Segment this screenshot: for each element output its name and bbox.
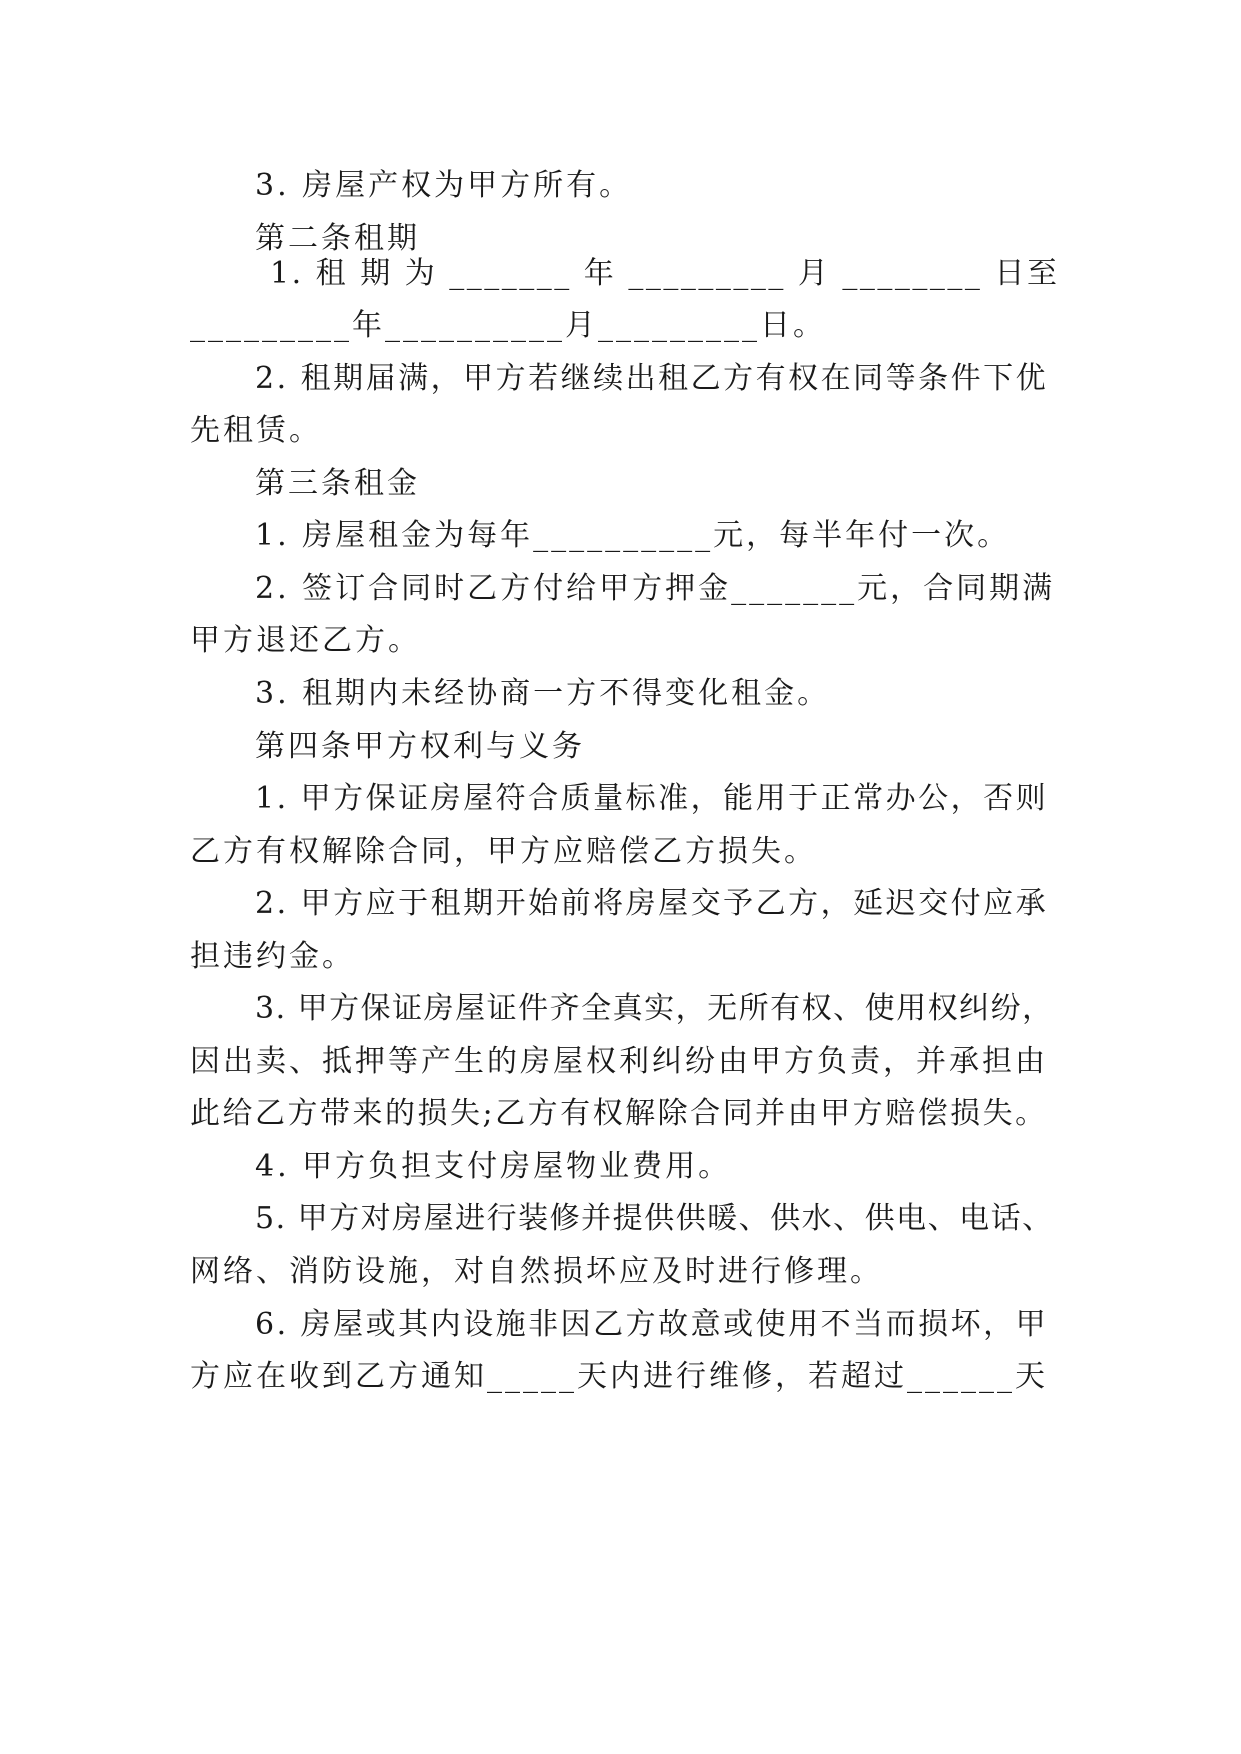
clause-line-lease-renewal: 2. 租期届满，甲方若继续出租乙方有权在同等条件下优 <box>255 361 1049 396</box>
clause-line-deposit: 2. 签订合同时乙方付给甲方押金_______元，合同期满 <box>255 571 1056 606</box>
clause-line-delivery: 2. 甲方应于租期开始前将房屋交予乙方，延迟交付应承 <box>255 886 1049 921</box>
section-heading-lease-term: 第二条租期 <box>255 221 420 256</box>
clause-line-lease-period-end: _________年__________月_________日。 <box>190 308 826 343</box>
clause-line-repairs-cont: 方应在收到乙方通知_____天内进行维修，若超过______天 <box>190 1359 1048 1394</box>
clause-line-documents-cont-1: 因出卖、抵押等产生的房屋权利纠纷由甲方负责，并承担由 <box>190 1044 1048 1079</box>
clause-line-rent-amount: 1. 房屋租金为每年__________元，每半年付一次。 <box>255 518 1011 553</box>
clause-line-lease-period: 1. 租 期 为 _______ 年 _________ 月 ________ 日至 <box>270 256 1060 291</box>
clause-line-lease-renewal-cont: 先租赁。 <box>190 413 322 448</box>
clause-line-documents: 3. 甲方保证房屋证件齐全真实，无所有权、使用权纠纷， <box>255 991 1054 1026</box>
clause-line-property-fees: 4. 甲方负担支付房屋物业费用。 <box>255 1149 732 1184</box>
clause-line-rent-change: 3. 租期内未经协商一方不得变化租金。 <box>255 676 831 711</box>
clause-line-deposit-cont: 甲方退还乙方。 <box>190 623 421 658</box>
section-heading-lessor-rights: 第四条甲方权利与义务 <box>255 729 585 764</box>
clause-line-renovation: 5. 甲方对房屋进行装修并提供供暖、供水、供电、电话、 <box>255 1201 1054 1236</box>
section-heading-rent: 第三条租金 <box>255 466 420 501</box>
clause-line-documents-cont-2: 此给乙方带来的损失;乙方有权解除合同并由甲方赔偿损失。 <box>190 1096 1048 1131</box>
clause-line-quality-cont: 乙方有权解除合同，甲方应赔偿乙方损失。 <box>190 834 817 869</box>
clause-line-delivery-cont: 担违约金。 <box>190 939 355 974</box>
clause-line-quality: 1. 甲方保证房屋符合质量标准，能用于正常办公，否则 <box>255 781 1049 816</box>
clause-line-renovation-cont: 网络、消防设施，对自然损坏应及时进行修理。 <box>190 1254 883 1289</box>
clause-line-repairs: 6. 房屋或其内设施非因乙方故意或使用不当而损坏，甲 <box>255 1307 1049 1342</box>
clause-line-ownership: 3. 房屋产权为甲方所有。 <box>255 168 633 203</box>
